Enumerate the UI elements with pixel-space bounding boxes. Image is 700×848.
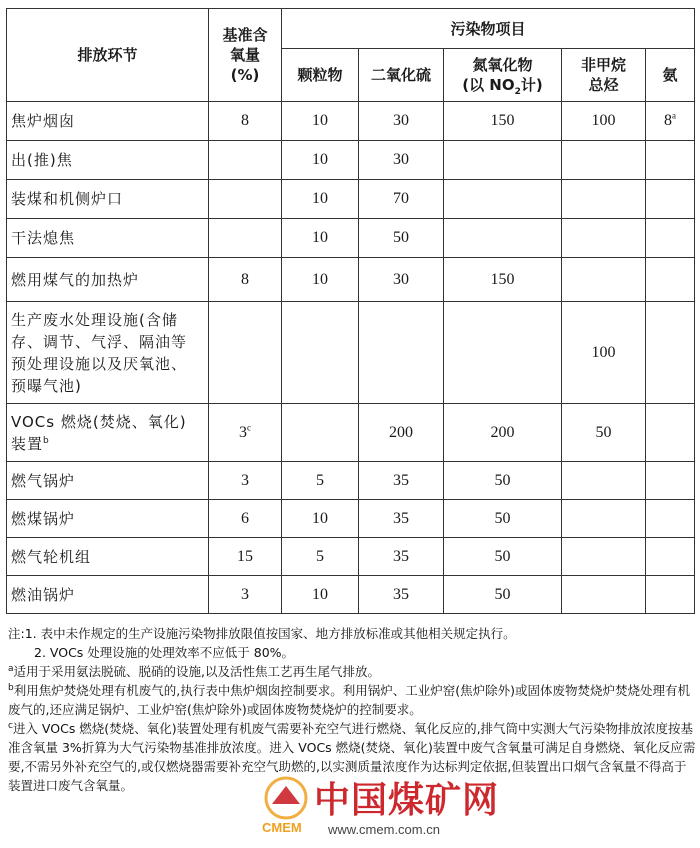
- row-name: 干法熄焦: [7, 219, 209, 258]
- watermark-url: www.cmem.com.cn: [328, 822, 440, 837]
- note-c-text: 进入 VOCs 燃烧(焚烧、氧化)装置处理有机废气需要补充空气进行燃烧、氧化反应的,排气筒中实测大气污染物排放浓度按基准含氧量 3%折算为大气污染物基准排放浓度。进入 VOCs 燃烧(焚烧、氧化)装置中废气含氧量可满足自身燃烧、氧化反应需要,不需另外补充空气的,或仅燃烧器需要补充空气助燃的,以实测质量浓度作为达标判定依据,但装置出口烟气含氧量不得高于装置进口废气含氧量。: [8, 721, 696, 793]
- row-pm: 10: [282, 576, 359, 614]
- row-name-line: 预处理设施以及厌氧池、: [11, 354, 188, 373]
- footnote-mark-b: b: [43, 435, 50, 446]
- note-a: [8, 662, 696, 681]
- row-pm: 5: [282, 462, 359, 500]
- row-name: 燃气轮机组: [7, 538, 209, 576]
- header-particulate: 颗粒物: [282, 49, 359, 102]
- row-oxygen: 3: [209, 576, 282, 614]
- row-nh3: [646, 141, 695, 180]
- header-oxygen-line1: 基准含: [222, 26, 268, 44]
- row-nmhc: [562, 500, 646, 538]
- row-nmhc: [562, 538, 646, 576]
- note-b: [8, 681, 696, 719]
- row-nmhc: 50: [562, 404, 646, 462]
- row-name-line: 存、调节、气浮、隔油等: [11, 332, 188, 351]
- row-oxygen-value: 8: [241, 112, 249, 129]
- row-nmhc: [562, 180, 646, 219]
- footnote-mark-a: a: [672, 110, 676, 121]
- row-oxygen-value: 3: [239, 423, 247, 441]
- table-row: [7, 576, 695, 614]
- row-name: 燃用煤气的加热炉: [7, 258, 209, 302]
- row-oxygen: [209, 141, 282, 180]
- row-so2: 35: [359, 500, 444, 538]
- table-row: [7, 538, 695, 576]
- header-ammonia: 氨: [646, 49, 695, 102]
- table-row: [7, 462, 695, 500]
- note-c-mark: c: [8, 720, 13, 731]
- row-nmhc: 100: [562, 302, 646, 404]
- note-2: 2. VOCs 处理设施的处理效率不应低于 80%。: [34, 645, 295, 660]
- row-nmhc: [562, 141, 646, 180]
- watermark-cn: 中国煤矿网: [314, 780, 500, 821]
- row-nh3: [646, 462, 695, 500]
- row-name: [7, 302, 209, 404]
- row-so2: 30: [359, 141, 444, 180]
- row-oxygen: 15: [209, 538, 282, 576]
- row-nox: 50: [444, 462, 562, 500]
- row-pm: 10: [282, 258, 359, 302]
- row-pm: [282, 404, 359, 462]
- row-nmhc: 100: [562, 102, 646, 141]
- row-pm: 10: [282, 141, 359, 180]
- row-oxygen: [209, 180, 282, 219]
- row-name: 焦炉烟囱: [7, 102, 209, 141]
- row-oxygen: [209, 102, 282, 141]
- row-name-line: 预曝气池): [11, 376, 82, 395]
- row-nox: 50: [444, 500, 562, 538]
- table-row: [7, 141, 695, 180]
- row-name: 装煤和机侧炉口: [7, 180, 209, 219]
- header-nmhc-line2: 总烃: [588, 76, 619, 94]
- cmem-logo-icon: [262, 774, 310, 822]
- row-name: [7, 404, 209, 462]
- row-nh3: [646, 258, 695, 302]
- row-name: 燃煤锅炉: [7, 500, 209, 538]
- table-header: [7, 9, 695, 102]
- table-row: [7, 258, 695, 302]
- note-a-mark: a: [8, 663, 14, 674]
- table-row: [7, 102, 695, 141]
- row-nh3: [646, 180, 695, 219]
- header-nox-line2-post: 计): [520, 76, 543, 94]
- emission-limits-table: [6, 8, 695, 614]
- row-so2: 30: [359, 258, 444, 302]
- row-nox: 50: [444, 576, 562, 614]
- table-row: [7, 302, 695, 404]
- row-nox: 150: [444, 258, 562, 302]
- watermark: [262, 768, 500, 848]
- row-so2: 30: [359, 102, 444, 141]
- row-oxygen: [209, 404, 282, 462]
- note-b-text: 利用焦炉焚烧处理有机废气的,执行表中焦炉烟囱控制要求。利用锅炉、工业炉窑(焦炉除外)或固体废物焚烧炉焚烧处理有机废气的,还应满足锅炉、工业炉窑(焦炉除外)或固体废物焚烧炉的控制要求。: [8, 683, 690, 717]
- row-pm: 10: [282, 102, 359, 141]
- footnote-mark-c: c: [247, 422, 251, 433]
- row-name: 燃气锅炉: [7, 462, 209, 500]
- row-nmhc: [562, 219, 646, 258]
- row-nh3: [646, 219, 695, 258]
- table-row: [7, 219, 695, 258]
- row-so2: 35: [359, 462, 444, 500]
- row-so2: 200: [359, 404, 444, 462]
- row-nh3: [646, 538, 695, 576]
- table-row: [7, 404, 695, 462]
- watermark-en: CMEM: [262, 820, 302, 835]
- row-nh3-value: 8: [664, 112, 672, 129]
- row-pm: 5: [282, 538, 359, 576]
- row-name: 出(推)焦: [7, 141, 209, 180]
- table-body: [7, 102, 695, 614]
- row-nox: 150: [444, 102, 562, 141]
- row-name-line: 生产废水处理设施(含储: [11, 310, 178, 329]
- row-name-line: 装置: [11, 434, 44, 453]
- header-so2: 二氧化硫: [359, 49, 444, 102]
- header-nmhc-line1: 非甲烷: [580, 56, 626, 74]
- header-oxygen: [209, 9, 282, 102]
- row-name-line: VOCs 燃烧(焚烧、氧化): [11, 412, 187, 431]
- row-nox: 50: [444, 538, 562, 576]
- row-nmhc: [562, 576, 646, 614]
- header-pollutants-group: 污染物项目: [282, 9, 695, 49]
- header-oxygen-line2: 氧量: [229, 46, 260, 64]
- note-a-text: 适用于采用氨法脱硫、脱硝的设施,以及活性焦工艺再生尾气排放。: [13, 664, 380, 679]
- row-nh3: [646, 404, 695, 462]
- header-nmhc: [562, 49, 646, 102]
- table-row: [7, 180, 695, 219]
- header-oxygen-line3: (%): [230, 66, 260, 84]
- row-nh3: [646, 302, 695, 404]
- row-so2: 70: [359, 180, 444, 219]
- row-nox: 200: [444, 404, 562, 462]
- row-nmhc: [562, 258, 646, 302]
- row-oxygen: 3: [209, 462, 282, 500]
- row-pm: 10: [282, 219, 359, 258]
- row-oxygen: 8: [209, 258, 282, 302]
- header-nox-sub: 2: [514, 87, 521, 97]
- row-nmhc: [562, 462, 646, 500]
- row-so2: [359, 302, 444, 404]
- row-oxygen: 6: [209, 500, 282, 538]
- header-nox-line1: 氮氧化物: [472, 56, 533, 74]
- row-nh3: [646, 500, 695, 538]
- row-nh3: [646, 102, 695, 141]
- note-b-mark: b: [8, 682, 14, 693]
- table-row: [7, 500, 695, 538]
- row-pm: [282, 302, 359, 404]
- row-so2: 35: [359, 538, 444, 576]
- row-nox: [444, 302, 562, 404]
- row-oxygen: [209, 219, 282, 258]
- row-nox: [444, 180, 562, 219]
- row-so2: 35: [359, 576, 444, 614]
- row-so2: 50: [359, 219, 444, 258]
- row-pm: 10: [282, 180, 359, 219]
- row-nox: [444, 141, 562, 180]
- header-nox: [444, 49, 562, 102]
- note-1: 注:1. 表中未作规定的生产设施污染物排放限值按国家、地方排放标准或其他相关规定执行。: [8, 626, 516, 641]
- row-pm: 10: [282, 500, 359, 538]
- row-oxygen: [209, 302, 282, 404]
- row-nox: [444, 219, 562, 258]
- header-segment: 排放环节: [7, 9, 209, 102]
- row-nh3: [646, 576, 695, 614]
- row-name: 燃油锅炉: [7, 576, 209, 614]
- header-nox-line2-pre: (以 NO: [462, 76, 515, 94]
